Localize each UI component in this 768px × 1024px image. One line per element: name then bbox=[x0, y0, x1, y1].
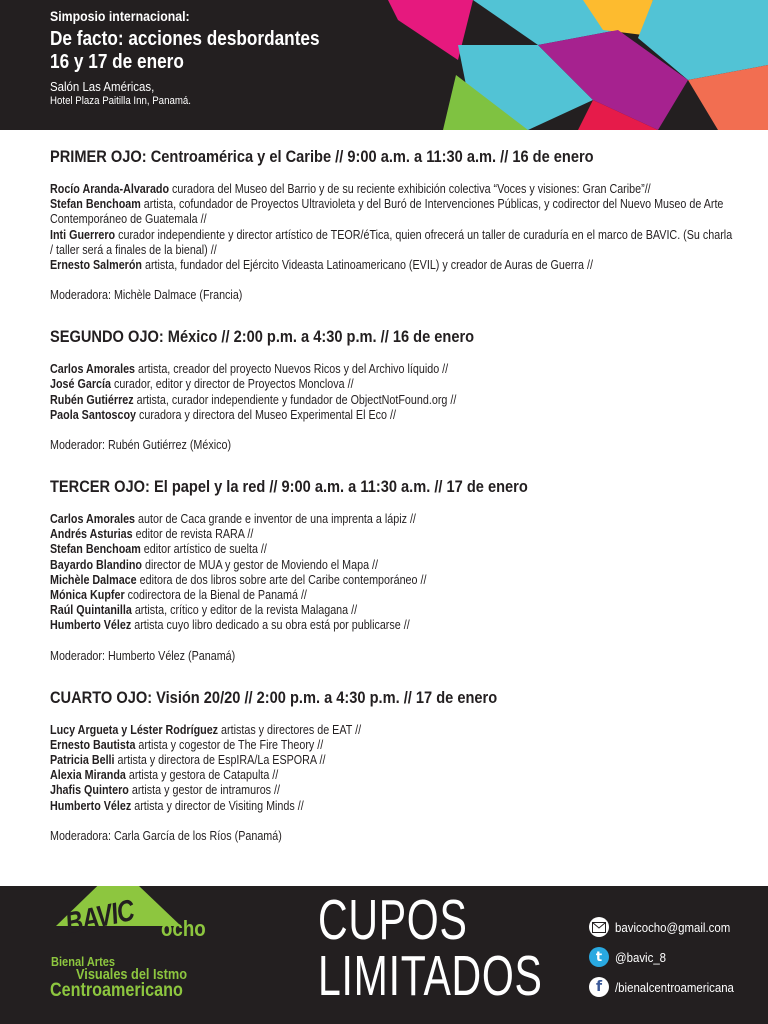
header-text bbox=[50, 8, 363, 107]
speaker-name: Alexia Miranda bbox=[50, 768, 126, 783]
speaker-description: artista y director de Visiting Minds // bbox=[131, 798, 304, 813]
program-section bbox=[50, 327, 740, 453]
logo-line-1: Bienal Artes bbox=[51, 954, 116, 969]
moderator-line: Moderador: Rubén Gutiérrez (México) bbox=[50, 438, 232, 453]
speaker-description: director de MUA y gestor de Moviendo el Mapa // bbox=[141, 557, 379, 572]
cupos-limitados-headline bbox=[318, 888, 543, 1008]
speaker-entry bbox=[50, 228, 738, 258]
program-content bbox=[50, 147, 740, 868]
facebook-icon: f bbox=[589, 977, 609, 997]
speaker-name: Carlos Amorales bbox=[50, 512, 136, 527]
speaker-description: artista, crítico y editor de la revista Malagana // bbox=[131, 603, 358, 618]
speaker-description: artista, cofundador de Proyectos Ultravioleta y del Buró de Intervenciones Públicas, y codirector del Nuevo Museo de Arte Contemporáneo de Guatemala // bbox=[50, 197, 724, 227]
speaker-description: curador, editor y director de Proyectos Monclova // bbox=[110, 377, 354, 392]
program-section bbox=[50, 147, 740, 303]
speaker-name: Andrés Asturias bbox=[50, 527, 133, 542]
speaker-description: artista y gestor de intramuros // bbox=[128, 783, 281, 798]
speaker-entry bbox=[50, 723, 738, 738]
speaker-name: Paola Santoscoy bbox=[50, 407, 137, 422]
speaker-name: Ernesto Bautista bbox=[50, 737, 136, 752]
speaker-name: Humberto Vélez bbox=[50, 798, 132, 813]
speaker-description: autor de Caca grande e inventor de una imprenta a lápiz // bbox=[135, 512, 416, 527]
speaker-entry bbox=[50, 542, 738, 557]
moderator-line: Moderador: Humberto Vélez (Panamá) bbox=[50, 648, 236, 663]
speaker-name: Stefan Benchoam bbox=[50, 197, 141, 212]
venue-name: Salón Las Américas, bbox=[50, 79, 155, 94]
speaker-entry bbox=[50, 768, 738, 783]
contact-facebook-text: /bienalcentroamericana bbox=[615, 979, 734, 995]
contact-email[interactable] bbox=[589, 916, 750, 938]
symposium-kicker: Simposio internacional: bbox=[50, 8, 190, 24]
bavic-logo bbox=[46, 886, 246, 1024]
speaker-entry bbox=[50, 362, 738, 377]
section-title: SEGUNDO OJO: México // 2:00 p.m. a 4:30 p.m. // 16 de enero bbox=[50, 327, 475, 347]
speaker-name: Bayardo Blandino bbox=[50, 557, 142, 572]
speaker-description: artista y directora de EspIRA/La ESPORA // bbox=[114, 753, 326, 768]
speaker-description: codirectora de la Bienal de Panamá // bbox=[124, 588, 307, 603]
speaker-name: Jhafis Quintero bbox=[50, 783, 129, 798]
program-section bbox=[50, 688, 740, 844]
speaker-entry bbox=[50, 527, 738, 542]
speaker-entry bbox=[50, 799, 738, 814]
speaker-entry bbox=[50, 618, 738, 633]
contact-twitter-text: @bavic_8 bbox=[615, 949, 667, 965]
footer-banner bbox=[0, 886, 768, 1024]
speaker-description: editor artístico de suelta // bbox=[140, 542, 267, 557]
cupos-line-2: LIMITADOS bbox=[318, 944, 543, 1008]
speaker-entry bbox=[50, 182, 738, 197]
speaker-entry bbox=[50, 393, 738, 408]
logo-ocho: ocho bbox=[161, 916, 206, 941]
logo-line-2: Visuales del Istmo bbox=[76, 966, 188, 983]
speaker-description: artista y gestora de Catapulta // bbox=[125, 768, 279, 783]
speaker-description: artistas y directores de EAT // bbox=[218, 722, 362, 737]
speaker-description: artista, fundador del Ejército Videasta Latinoamericano (EVIL) y creador de Auras de Guerra // bbox=[142, 258, 593, 273]
speaker-entry bbox=[50, 258, 738, 273]
contact-email-text: bavicocho@gmail.com bbox=[615, 919, 731, 935]
speaker-name: Inti Guerrero bbox=[50, 227, 116, 242]
section-title: TERCER OJO: El papel y la red // 9:00 a.m. a 11:30 a.m. // 17 de enero bbox=[50, 477, 528, 497]
speaker-entry bbox=[50, 377, 738, 392]
speaker-name: Patricia Belli bbox=[50, 753, 115, 768]
speaker-name: Rubén Gutiérrez bbox=[50, 392, 134, 407]
speaker-name: Humberto Vélez bbox=[50, 618, 132, 633]
section-title: PRIMER OJO: Centroamérica y el Caribe // 9:00 a.m. a 11:30 a.m. // 16 de enero bbox=[50, 147, 594, 166]
header-banner bbox=[0, 0, 768, 130]
moderator-line: Moderadora: Michèle Dalmace (Francia) bbox=[50, 288, 243, 303]
speaker-entry bbox=[50, 738, 738, 753]
moderator-line: Moderadora: Carla García de los Ríos (Panamá) bbox=[50, 828, 282, 843]
speaker-entry bbox=[50, 197, 738, 227]
contact-twitter[interactable] bbox=[589, 946, 750, 968]
speaker-description: artista, creador del proyecto Nuevos Ricos y del Archivo líquido // bbox=[135, 362, 449, 377]
speaker-description: editor de revista RARA // bbox=[132, 527, 254, 542]
speaker-name: Raúl Quintanilla bbox=[50, 603, 132, 618]
contact-list bbox=[589, 916, 750, 1006]
speaker-description: editora de dos libros sobre arte del Caribe contemporáneo // bbox=[136, 572, 427, 587]
speaker-entry bbox=[50, 588, 738, 603]
color-mosaic-graphic bbox=[388, 0, 768, 130]
speaker-name: Carlos Amorales bbox=[50, 362, 136, 377]
program-section bbox=[50, 477, 740, 664]
speaker-entry bbox=[50, 512, 738, 527]
speaker-entry bbox=[50, 753, 738, 768]
section-title: CUARTO OJO: Visión 20/20 // 2:00 p.m. a 4:30 p.m. // 17 de enero bbox=[50, 687, 498, 707]
speaker-entry bbox=[50, 573, 738, 588]
speaker-description: artista y cogestor de The Fire Theory // bbox=[135, 737, 324, 752]
email-icon bbox=[589, 917, 609, 937]
speaker-description: curador independiente y director artístico de TEOR/éTica, quien ofrecerá un taller de curaduría en el marco de BAVIC. (Su charla / taller será a finales de la bienal) // bbox=[50, 227, 733, 257]
twitter-icon: t bbox=[589, 947, 609, 967]
logo-wordmark: BAVIC bbox=[62, 894, 137, 941]
speaker-name: Michèle Dalmace bbox=[50, 572, 137, 587]
speaker-entry bbox=[50, 558, 738, 573]
logo-line-3: Centroamericano bbox=[50, 980, 183, 1001]
venue-hotel: Hotel Plaza Paitilla Inn, Panamá. bbox=[50, 95, 191, 107]
symposium-dates: 16 y 17 de enero bbox=[50, 51, 184, 73]
speaker-description: curadora del Museo del Barrio y de su reciente exhibición colectiva “Voces y visiones: Gran Caribe”// bbox=[169, 182, 651, 196]
speaker-entry bbox=[50, 408, 738, 423]
symposium-title: De facto: acciones desbordantes bbox=[50, 28, 320, 50]
speaker-entry bbox=[50, 783, 738, 798]
speaker-name: Ernesto Salmerón bbox=[50, 258, 143, 273]
speaker-description: artista cuyo libro dedicado a su obra está por publicarse // bbox=[131, 618, 410, 633]
speaker-entry bbox=[50, 603, 738, 618]
speaker-name: José García bbox=[50, 377, 111, 392]
speaker-description: artista, curador independiente y fundador de ObjectNotFound.org // bbox=[133, 392, 457, 407]
speaker-name: Rocío Aranda-Alvarado bbox=[50, 182, 170, 196]
speaker-name: Stefan Benchoam bbox=[50, 542, 141, 557]
speaker-name: Mónica Kupfer bbox=[50, 588, 125, 603]
speaker-name: Lucy Argueta y Léster Rodríguez bbox=[50, 722, 219, 737]
speaker-description: curadora y directora del Museo Experimental El Eco // bbox=[136, 407, 396, 422]
contact-facebook[interactable] bbox=[589, 976, 750, 998]
cupos-line-1: CUPOS bbox=[318, 888, 468, 952]
